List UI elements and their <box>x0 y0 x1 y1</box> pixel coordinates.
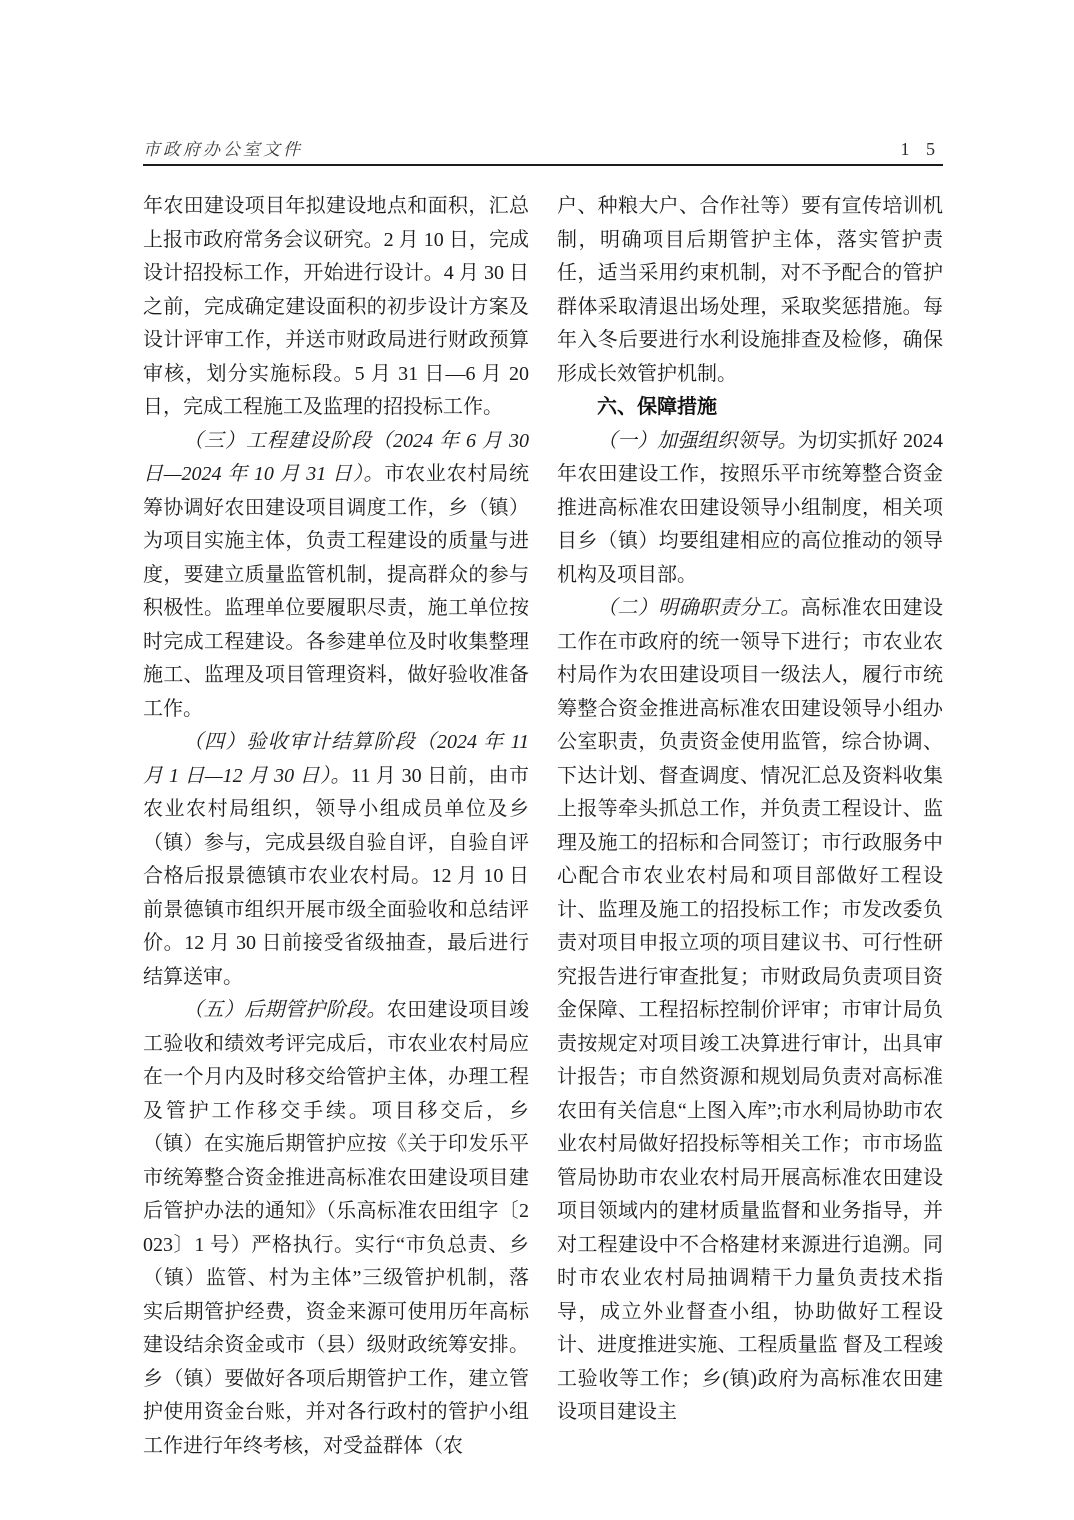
paragraph-lead: （五）后期管护阶段。 <box>183 999 387 1021</box>
paragraph-lead: （三）工程建设阶段（2024 年 6 月 30 日—2024 年 10 月 31 日）。 <box>143 429 529 485</box>
page-number: 1 5 <box>900 139 941 159</box>
left-column <box>143 190 529 1463</box>
paragraph: （四）验收审计结算阶段（2024 年 11 月 1 日—12 月 30 日）。11 月 30 日前，由市农业农村局组织，领导小组成员单位及乡（镇）参与，完成县级自验自评，自验自评合格后报景德镇市农业农村局。12 月 10 日前景德镇市组织开展市级全面验收和总结评价。12 月 30 日前接受省级抽查，最后进行结算送审。 <box>143 731 529 988</box>
page-header <box>143 136 943 160</box>
paragraph: （五）后期管护阶段。农田建设项目竣工验收和绩效考评完成后，市农业农村局应在一个月内及时移交给管护主体，办理工程及管护工作移交手续。项目移交后，乡（镇）在实施后期管护应按《关于印发乐平市统筹整合资金推进高标准农田建设项目建后管护办法的通知》（乐高标准农田组字〔2023〕1 号）严格执行。实行“市负总责、乡（镇）监管、村为主体”三级管护机制，落实后期管护经费，资金来源可使用历年高标建设结余资金或市（县）级财政统筹安排。乡（镇）要做好各项后期管护工作，建立管护使用资金台账，并对各行政村的管护小组工作进行年终考核，对受益群体（农 <box>143 999 529 1457</box>
paragraph: （一）加强组织领导。为切实抓好 2024 年农田建设工作，按照乐平市统筹整合资金推进高标准农田建设领导小组制度，相关项目乡（镇）均要组建相应的高位推动的领导机构及项目部。 <box>557 429 943 586</box>
paragraph-lead: （一）加强组织领导。 <box>597 429 798 452</box>
paragraph-lead: （二）明确职责分工。 <box>597 597 801 619</box>
paragraph: 年农田建设项目年拟建设地点和面积，汇总上报市政府常务会议研究。2 月 10 日，完成设计招投标工作，开始进行设计。4 月 30 日之前，完成确定建设面积的初步设计方案及设计评审工作，并送市财政局进行财政预算审核，划分实施标段。5 月 31 日—6 月 20 日，完成工程施工及监理的招投标工作。 <box>143 195 529 418</box>
paragraph-lead: （四）验收审计结算阶段（2024 年 11 月 1 日—12 月 30 日）。 <box>143 731 529 787</box>
paragraph: （三）工程建设阶段（2024 年 6 月 30 日—2024 年 10 月 31 日）。市农业农村局统筹协调好农田建设项目调度工作，乡（镇）为项目实施主体，负责工程建设的质量与进度，要建立质量监管机制，提高群众的参与积极性。监理单位要履职尽责，施工单位按时完成工程建设。各参建单位及时收集整理施工、监理及项目管理资料，做好验收准备工作。 <box>143 429 529 720</box>
right-column <box>557 190 943 1463</box>
header-divider <box>143 164 943 166</box>
header-doc-label: 市政府办公室文件 <box>143 140 303 159</box>
document-body <box>143 190 943 1463</box>
paragraph: 户、种粮大户、合作社等）要有宣传培训机制，明确项目后期管护主体，落实管护责任，适当采用约束机制，对不予配合的管护群体采取清退出场处理，采取奖惩措施。每年入冬后要进行水利设施排查及检修，确保形成长效管护机制。 <box>557 195 943 385</box>
section-heading: 六、保障措施 <box>597 396 717 418</box>
paragraph: （二）明确职责分工。高标准农田建设工作在市政府的统一领导下进行；市农业农村局作为农田建设项目一级法人，履行市统筹整合资金推进高标准农田建设领导小组办公室职责，负责资金使用监管，综合协调、下达计划、督查调度、情况汇总及资料收集上报等牵头抓总工作，并负责工程设计、监理及施工的招标和合同签订；市行政服务中心配合市农业农村局和项目部做好工程设计、监理及施工的招投标工作；市发改委负责对项目申报立项的项目建议书、可行性研究报告进行审查批复；市财政局负责项目资金保障、工程招标控制价评审；市审计局负责按规定对项目竣工决算进行审计，出具审计报告；市自然资源和规划局负责对高标准农田有关信息“上图入库”;市水利局协助市农业农村局做好招投标等相关工作；市市场监管局协助市农业农村局开展高标准农田建设项目领域内的建材质量监督和业务指导，并对工程建设中不合格建材来源进行追溯。同时市农业农村局抽调精干力量负责技术指导，成立外业督查小组，协助做好工程设计、进度推进实施、工程质量监 督及工程竣工验收等工作；乡(镇)政府为高标准农田建设项目建设主 <box>557 597 943 1423</box>
